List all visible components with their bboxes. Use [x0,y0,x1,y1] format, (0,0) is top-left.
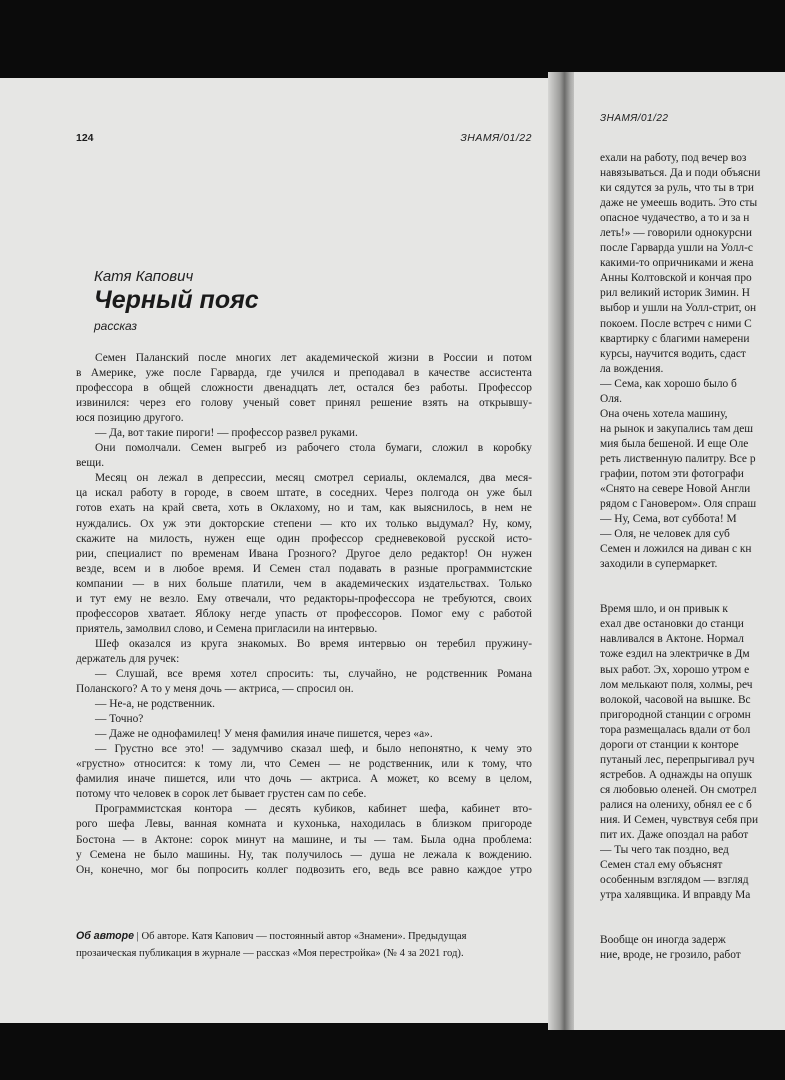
text-line: ехал две остановки до станци [600,618,744,631]
text-line: рядом с Гановером». Оля спраш [600,498,757,511]
right-page-header: ЗНАМЯ/01/22 [600,113,669,124]
text-line: «грустно» относится: к тому ли, что Семен — не родственник, или к тому, что [76,758,532,771]
text-line: нуждались. Ох уж эти докторские степени — кто их только выдумал? Ну, кому, [76,517,532,530]
text-line: рого шефа Левы, ванная комната и кухонька, находилась в близком пригороде [76,818,532,831]
text-line: ние, вроде, не грозило, работ [600,949,741,962]
text-line: рил великий историк Зимин. Н [600,287,751,300]
right-page-body [600,151,785,963]
text-line: Семен стал ему объяснят [600,859,723,872]
text-line: Шеф оказался из круга знакомых. Во время интервью он теребил пружину- [95,637,532,650]
story-body [76,351,532,878]
text-line: профессоров хватает. Яблоку негде упасть от профессоров. Помог ему с работой [76,607,532,620]
text-line: ки сядутся за руль, что ты в три [600,182,754,195]
text-line: держатель для ручек: [76,652,180,665]
text-line: вых работ. Эх, хорошо утром е [600,663,750,676]
text-line: — Сема, как хорошо было б [600,377,737,390]
text-line: Оля. [600,392,622,405]
text-line: какими-то опричниками и жена [600,257,754,270]
text-line: Семен Паланский после многих лет академической жизни в России и потом [95,352,532,364]
text-line: вещи. [76,457,105,470]
text-line: Она очень хотела машину, [600,407,728,420]
text-line: Вообще он иногда задерж [600,934,726,947]
author-note-line-1: Об авторе. Катя Капович — постоянный автор «Знамени». Предыдущая [141,931,467,942]
text-line: — Грустно все это! — задумчиво сказал шеф, и было непонятно, к чему это [95,743,532,756]
text-line: Бостона — в Актоне: сорок минут на машине, и ты — там. Была одна проблема: [76,833,532,846]
text-line: путаный лес, перепрыгивал руч [600,753,755,766]
text-line: заходили в супермаркет. [600,558,718,571]
text-line: ла вождения. [600,362,664,375]
text-line: — Ты чего так поздно, вед [600,844,729,857]
text-line: юся позицию другого. [76,412,184,425]
text-line: даже не умеешь водить. Это сты [600,197,758,210]
text-line: ястребов. А однажды на опушк [600,768,753,781]
text-line: квартирку с благими намерени [600,332,750,345]
text-line: после Гарварда ушли на Уолл-с [600,242,753,255]
author-note [76,928,538,962]
text-line: Семен и ложился на диван с кн [600,543,752,556]
text-line: скажите на милость, нужен еще один профессор средневековой русской исто- [76,532,532,545]
author-note-line-2: прозаическая публикация в журнале — рассказ «Моя перестройка» (№ 4 за 2021 год). [76,947,464,959]
text-line: ния. И Семен, чувствуя себя при [600,813,759,826]
text-line: на рынок и закупались там деш [600,422,754,435]
text-line: графии, потом эти фотографи [600,467,744,480]
text-line: — Точно? [95,713,144,726]
text-line: реть лиственную палитру. Все р [600,452,756,465]
text-line: профессора в общей сложности двенадцать лет, остался без работы. Профессор [76,382,532,395]
text-line: «Снято на севере Новой Англи [600,483,751,496]
text-line [600,903,785,933]
text-line: — Ну, Сема, вот суббота! М [600,513,737,526]
text-line: ралися на олениху, обнял ее с б [600,798,752,811]
text-line: везде, всем и в любое время. И Семен стал подавать в разные программистские [76,562,532,575]
text-line: выбор и ушли на Уолл-стрит, он [600,302,757,315]
text-line: покоем. После встреч с ними С [600,317,752,330]
text-line: Анны Колтовской и кончая про [600,272,752,285]
story-title: Черный пояс [94,286,259,314]
text-line: Месяц он лежал в депрессии, месяц смотрел сериалы, оклемался, два меся- [95,472,532,485]
text-line: тора размещалась вдали от бол [600,723,751,736]
text-line: мия была бешеной. И еще Оле [600,437,749,450]
text-line: — Оля, не человек для суб [600,528,730,541]
text-line: фамилия иначе пишется, или что дочь — актриса. А может, ко всему в целом, [76,773,532,786]
text-line: готов ехать на край света, хоть в Оклахому, но и там, как выяснилось, в нем не [76,502,532,515]
text-line: особенным взглядом — взгляд [600,874,749,887]
story-genre: рассказ [94,319,138,333]
text-line: в Америке, уже после Гарварда, где учился и преподавал в качестве ассистента [76,367,532,380]
author-note-separator: | [136,931,139,942]
journal-name: ЗНАМЯ/01/22 [460,132,532,144]
text-line: курсы, научится водить, сдаст [600,347,746,360]
text-line: пит их. Даже опоздал на работ [600,829,749,842]
text-line: — Не-а, не родственник. [95,698,215,711]
text-line: ся любовью оленей. Он смотрел [600,783,757,796]
text-line: пригородной станции с огромн [600,708,751,721]
text-line: у Семена не было машины. Ну, так получилось — душа не лежала к вождению. [76,848,532,861]
text-line: ца искал работу в городе, в своем штате, в соседних. Через полгода он уже был [76,487,532,500]
text-line: утра халявщика. И вправду Ма [600,889,751,902]
story-author: Катя Капович [94,268,194,285]
text-line: леть!» — говорили однокурсни [600,227,752,240]
text-line: извинился: через его голову ученый совет принял решение взять на открывшу- [76,397,532,410]
text-line: приятель, замолвил слово, и Семена пригласили на интервью. [76,622,378,635]
text-line: Программистская контора — десять кубиков, кабинет шефа, кабинет вто- [95,803,532,816]
text-line [600,572,785,602]
text-line: — Слушай, все время хотел спросить: ты, случайно, не родственник Романа [95,667,532,680]
text-line: потому что человек в сорок лет бывает грустен сам по себе. [76,788,367,801]
text-line: дороги от станции к конторе [600,738,739,751]
text-line: компании — в них больше платили, чем в академических издательствах. Только [76,577,532,590]
text-line: Поланского? А то у меня дочь — актриса, — спросил он. [76,683,354,696]
text-line: — Даже не однофамилец! У меня фамилия иначе пишется, через «а». [95,728,433,741]
text-line: Он, конечно, мог бы попросить коллег подвозить его, ведь все равно каждое утро [76,863,532,876]
text-line: и тут ему не везло. Ему отвечали, что редакторы-профессора не требуются, своих [76,592,532,605]
text-line: ехали на работу, под вечер воз [600,152,747,164]
text-line: тоже ездил на электричке в Дм [600,648,750,661]
text-line: волокой, часовой на вышке. Вс [600,693,751,706]
text-line: навливался в Актоне. Нормал [600,633,744,646]
author-note-label: Об авторе [76,930,135,942]
page-number: 124 [76,132,94,144]
text-line: — Да, вот такие пироги! — профессор развел руками. [95,427,358,440]
text-line: навязываться. Да и поди объясни [600,167,761,180]
text-line: Они помолчали. Семен выгреб из рабочего стола бумаги, сложил в коробку [95,442,532,455]
text-line: опасное чудачество, а то и за н [600,212,750,225]
text-line: лом мелькают поля, холмы, реч [600,678,753,691]
text-line: Время шло, и он привык к [600,603,728,616]
text-line: рии, специалист по временам Ивана Грозного? Другое дело редактор! Он нужен [76,547,532,560]
